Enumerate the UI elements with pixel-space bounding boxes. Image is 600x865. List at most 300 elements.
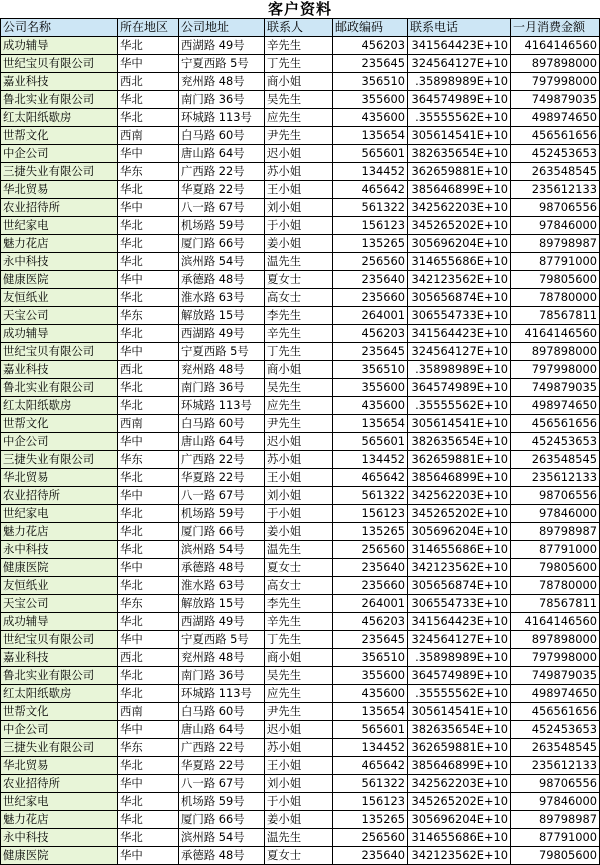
cell-company-name[interactable]: 鲁北实业有限公司	[1, 667, 118, 685]
cell-address[interactable]: 机场路 59号	[179, 217, 265, 235]
cell-contact[interactable]: 丁先生	[265, 343, 333, 361]
cell-contact[interactable]: 于小姐	[265, 793, 333, 811]
cell-address[interactable]: 西湖路 49号	[179, 37, 265, 55]
cell-address[interactable]: 滨州路 54号	[179, 829, 265, 847]
cell-address[interactable]: 环城路 113号	[179, 397, 265, 415]
cell-contact[interactable]: 丁先生	[265, 631, 333, 649]
cell-company-name[interactable]: 友恒纸业	[1, 289, 118, 307]
cell-postal-code[interactable]: 456203	[333, 37, 408, 55]
cell-region[interactable]: 华中	[118, 847, 179, 865]
cell-phone[interactable]: 382635654E+10	[408, 433, 511, 451]
cell-region[interactable]: 华中	[118, 775, 179, 793]
cell-contact[interactable]: 应先生	[265, 397, 333, 415]
cell-company-name[interactable]: 嘉业科技	[1, 649, 118, 667]
cell-phone[interactable]: 305656874E+10	[408, 577, 511, 595]
cell-postal-code[interactable]: 134452	[333, 163, 408, 181]
cell-region[interactable]: 华北	[118, 613, 179, 631]
cell-postal-code[interactable]: 264001	[333, 307, 408, 325]
cell-postal-code[interactable]: 135654	[333, 703, 408, 721]
cell-january-amount[interactable]: 235612133	[511, 469, 600, 487]
cell-january-amount[interactable]: 4164146560	[511, 325, 600, 343]
cell-postal-code[interactable]: 456203	[333, 325, 408, 343]
cell-company-name[interactable]: 成功辅导	[1, 613, 118, 631]
cell-phone[interactable]: 362659881E+10	[408, 451, 511, 469]
cell-phone[interactable]: 382635654E+10	[408, 145, 511, 163]
cell-company-name[interactable]: 农业招待所	[1, 199, 118, 217]
cell-postal-code[interactable]: 135654	[333, 415, 408, 433]
cell-phone[interactable]: .35898989E+10	[408, 649, 511, 667]
cell-phone[interactable]: 314655686E+10	[408, 541, 511, 559]
cell-contact[interactable]: 姜小姐	[265, 811, 333, 829]
cell-address[interactable]: 西湖路 49号	[179, 613, 265, 631]
cell-contact[interactable]: 辛先生	[265, 37, 333, 55]
cell-company-name[interactable]: 嘉业科技	[1, 73, 118, 91]
cell-phone[interactable]: 362659881E+10	[408, 163, 511, 181]
cell-company-name[interactable]: 三捷失业有限公司	[1, 451, 118, 469]
cell-region[interactable]: 华北	[118, 577, 179, 595]
cell-region[interactable]: 华中	[118, 145, 179, 163]
cell-contact[interactable]: 李先生	[265, 307, 333, 325]
cell-region[interactable]: 华北	[118, 289, 179, 307]
cell-january-amount[interactable]: 897898000	[511, 631, 600, 649]
cell-january-amount[interactable]: 263548545	[511, 163, 600, 181]
cell-contact[interactable]: 尹先生	[265, 415, 333, 433]
cell-region[interactable]: 华中	[118, 55, 179, 73]
cell-january-amount[interactable]: 97846000	[511, 793, 600, 811]
cell-address[interactable]: 承德路 48号	[179, 559, 265, 577]
cell-company-name[interactable]: 三捷失业有限公司	[1, 739, 118, 757]
cell-postal-code[interactable]: 435600	[333, 685, 408, 703]
cell-address[interactable]: 南门路 36号	[179, 379, 265, 397]
cell-address[interactable]: 厦门路 66号	[179, 811, 265, 829]
cell-postal-code[interactable]: 456203	[333, 613, 408, 631]
cell-address[interactable]: 厦门路 66号	[179, 235, 265, 253]
cell-region[interactable]: 华北	[118, 469, 179, 487]
cell-address[interactable]: 滨州路 54号	[179, 541, 265, 559]
cell-address[interactable]: 八一路 67号	[179, 775, 265, 793]
cell-phone[interactable]: 305696204E+10	[408, 811, 511, 829]
cell-region[interactable]: 西南	[118, 127, 179, 145]
cell-company-name[interactable]: 成功辅导	[1, 37, 118, 55]
cell-phone[interactable]: 364574989E+10	[408, 667, 511, 685]
cell-address[interactable]: 广西路 22号	[179, 451, 265, 469]
cell-contact[interactable]: 尹先生	[265, 703, 333, 721]
cell-region[interactable]: 华中	[118, 631, 179, 649]
cell-address[interactable]: 唐山路 64号	[179, 145, 265, 163]
cell-january-amount[interactable]: 498974650	[511, 685, 600, 703]
cell-postal-code[interactable]: 256560	[333, 829, 408, 847]
cell-postal-code[interactable]: 264001	[333, 595, 408, 613]
cell-company-name[interactable]: 嘉业科技	[1, 361, 118, 379]
cell-contact[interactable]: 迟小姐	[265, 721, 333, 739]
header-postal-code[interactable]: 邮政编码	[333, 19, 408, 37]
cell-region[interactable]: 华北	[118, 379, 179, 397]
cell-postal-code[interactable]: 156123	[333, 217, 408, 235]
cell-postal-code[interactable]: 135654	[333, 127, 408, 145]
cell-contact[interactable]: 迟小姐	[265, 433, 333, 451]
cell-contact[interactable]: 吴先生	[265, 667, 333, 685]
cell-postal-code[interactable]: 356510	[333, 649, 408, 667]
cell-region[interactable]: 华北	[118, 253, 179, 271]
cell-january-amount[interactable]: 87791000	[511, 253, 600, 271]
cell-address[interactable]: 白马路 60号	[179, 703, 265, 721]
cell-january-amount[interactable]: 263548545	[511, 451, 600, 469]
cell-phone[interactable]: .35555562E+10	[408, 397, 511, 415]
cell-phone[interactable]: 364574989E+10	[408, 379, 511, 397]
cell-postal-code[interactable]: 565601	[333, 145, 408, 163]
cell-contact[interactable]: 吴先生	[265, 379, 333, 397]
cell-january-amount[interactable]: 797998000	[511, 649, 600, 667]
cell-postal-code[interactable]: 561322	[333, 487, 408, 505]
cell-january-amount[interactable]: 98706556	[511, 487, 600, 505]
cell-region[interactable]: 华东	[118, 307, 179, 325]
cell-address[interactable]: 兖州路 48号	[179, 649, 265, 667]
cell-postal-code[interactable]: 465642	[333, 469, 408, 487]
cell-phone[interactable]: 305614541E+10	[408, 703, 511, 721]
cell-company-name[interactable]: 华北贸易	[1, 757, 118, 775]
cell-region[interactable]: 华中	[118, 559, 179, 577]
cell-company-name[interactable]: 世纪宝贝有限公司	[1, 55, 118, 73]
cell-postal-code[interactable]: 356510	[333, 361, 408, 379]
cell-january-amount[interactable]: 498974650	[511, 397, 600, 415]
cell-region[interactable]: 华北	[118, 757, 179, 775]
cell-january-amount[interactable]: 456561656	[511, 127, 600, 145]
cell-postal-code[interactable]: 135265	[333, 811, 408, 829]
header-region[interactable]: 所在地区	[118, 19, 179, 37]
cell-january-amount[interactable]: 78780000	[511, 289, 600, 307]
cell-january-amount[interactable]: 235612133	[511, 181, 600, 199]
cell-phone[interactable]: .35555562E+10	[408, 109, 511, 127]
cell-january-amount[interactable]: 797998000	[511, 361, 600, 379]
cell-phone[interactable]: 324564127E+10	[408, 343, 511, 361]
cell-address[interactable]: 兖州路 48号	[179, 73, 265, 91]
cell-postal-code[interactable]: 356510	[333, 73, 408, 91]
cell-postal-code[interactable]: 355600	[333, 667, 408, 685]
cell-phone[interactable]: 314655686E+10	[408, 829, 511, 847]
cell-phone[interactable]: 345265202E+10	[408, 505, 511, 523]
cell-contact[interactable]: 丁先生	[265, 55, 333, 73]
cell-address[interactable]: 华夏路 22号	[179, 469, 265, 487]
cell-postal-code[interactable]: 355600	[333, 379, 408, 397]
cell-phone[interactable]: 342123562E+10	[408, 271, 511, 289]
cell-address[interactable]: 环城路 113号	[179, 109, 265, 127]
cell-contact[interactable]: 辛先生	[265, 613, 333, 631]
cell-company-name[interactable]: 成功辅导	[1, 325, 118, 343]
cell-company-name[interactable]: 中企公司	[1, 145, 118, 163]
cell-postal-code[interactable]: 235640	[333, 559, 408, 577]
cell-region[interactable]: 华北	[118, 325, 179, 343]
cell-address[interactable]: 白马路 60号	[179, 415, 265, 433]
cell-phone[interactable]: 341564423E+10	[408, 613, 511, 631]
cell-region[interactable]: 华东	[118, 163, 179, 181]
cell-region[interactable]: 华中	[118, 721, 179, 739]
header-january-amount[interactable]: 一月消费金额	[511, 19, 600, 37]
cell-contact[interactable]: 刘小姐	[265, 487, 333, 505]
cell-company-name[interactable]: 中企公司	[1, 721, 118, 739]
cell-company-name[interactable]: 农业招待所	[1, 775, 118, 793]
cell-contact[interactable]: 夏女士	[265, 559, 333, 577]
cell-contact[interactable]: 吴先生	[265, 91, 333, 109]
cell-address[interactable]: 宁夏西路 5号	[179, 343, 265, 361]
cell-january-amount[interactable]: 98706556	[511, 775, 600, 793]
cell-contact[interactable]: 刘小姐	[265, 775, 333, 793]
cell-postal-code[interactable]: 435600	[333, 397, 408, 415]
cell-january-amount[interactable]: 87791000	[511, 829, 600, 847]
cell-january-amount[interactable]: 456561656	[511, 415, 600, 433]
cell-company-name[interactable]: 友恒纸业	[1, 577, 118, 595]
cell-january-amount[interactable]: 749879035	[511, 91, 600, 109]
cell-contact[interactable]: 于小姐	[265, 505, 333, 523]
cell-address[interactable]: 宁夏西路 5号	[179, 55, 265, 73]
cell-address[interactable]: 厦门路 66号	[179, 523, 265, 541]
cell-contact[interactable]: 苏小姐	[265, 739, 333, 757]
cell-region[interactable]: 华中	[118, 343, 179, 361]
cell-january-amount[interactable]: 89798987	[511, 811, 600, 829]
cell-january-amount[interactable]: 235612133	[511, 757, 600, 775]
cell-phone[interactable]: 385646899E+10	[408, 181, 511, 199]
cell-january-amount[interactable]: 4164146560	[511, 37, 600, 55]
cell-postal-code[interactable]: 465642	[333, 757, 408, 775]
cell-january-amount[interactable]: 456561656	[511, 703, 600, 721]
cell-postal-code[interactable]: 235660	[333, 289, 408, 307]
cell-phone[interactable]: 314655686E+10	[408, 253, 511, 271]
cell-postal-code[interactable]: 235660	[333, 577, 408, 595]
cell-phone[interactable]: 364574989E+10	[408, 91, 511, 109]
cell-region[interactable]: 华北	[118, 811, 179, 829]
cell-company-name[interactable]: 农业招待所	[1, 487, 118, 505]
cell-contact[interactable]: 高女士	[265, 289, 333, 307]
cell-postal-code[interactable]: 565601	[333, 433, 408, 451]
cell-postal-code[interactable]: 465642	[333, 181, 408, 199]
cell-january-amount[interactable]: 89798987	[511, 235, 600, 253]
cell-contact[interactable]: 迟小姐	[265, 145, 333, 163]
cell-company-name[interactable]: 魅力花店	[1, 523, 118, 541]
cell-company-name[interactable]: 世帮文化	[1, 415, 118, 433]
cell-phone[interactable]: .35898989E+10	[408, 361, 511, 379]
cell-region[interactable]: 华北	[118, 37, 179, 55]
cell-january-amount[interactable]: 452453653	[511, 433, 600, 451]
cell-company-name[interactable]: 红太阳纸歇房	[1, 109, 118, 127]
cell-contact[interactable]: 刘小姐	[265, 199, 333, 217]
header-address[interactable]: 公司地址	[179, 19, 265, 37]
cell-company-name[interactable]: 永中科技	[1, 253, 118, 271]
cell-region[interactable]: 西北	[118, 649, 179, 667]
cell-address[interactable]: 西湖路 49号	[179, 325, 265, 343]
cell-company-name[interactable]: 三捷失业有限公司	[1, 163, 118, 181]
cell-contact[interactable]: 应先生	[265, 685, 333, 703]
cell-phone[interactable]: 342562203E+10	[408, 487, 511, 505]
cell-company-name[interactable]: 世纪宝贝有限公司	[1, 631, 118, 649]
header-contact[interactable]: 联系人	[265, 19, 333, 37]
cell-company-name[interactable]: 天宝公司	[1, 595, 118, 613]
cell-postal-code[interactable]: 156123	[333, 505, 408, 523]
cell-phone[interactable]: 341564423E+10	[408, 325, 511, 343]
cell-contact[interactable]: 李先生	[265, 595, 333, 613]
cell-postal-code[interactable]: 355600	[333, 91, 408, 109]
cell-company-name[interactable]: 中企公司	[1, 433, 118, 451]
cell-region[interactable]: 华北	[118, 397, 179, 415]
cell-january-amount[interactable]: 79805600	[511, 847, 600, 865]
cell-postal-code[interactable]: 235640	[333, 271, 408, 289]
cell-january-amount[interactable]: 78567811	[511, 307, 600, 325]
cell-phone[interactable]: 385646899E+10	[408, 469, 511, 487]
cell-region[interactable]: 华中	[118, 433, 179, 451]
cell-region[interactable]: 华北	[118, 523, 179, 541]
cell-address[interactable]: 八一路 67号	[179, 199, 265, 217]
cell-contact[interactable]: 于小姐	[265, 217, 333, 235]
cell-region[interactable]: 华北	[118, 829, 179, 847]
cell-company-name[interactable]: 世纪宝贝有限公司	[1, 343, 118, 361]
cell-contact[interactable]: 商小姐	[265, 73, 333, 91]
cell-postal-code[interactable]: 156123	[333, 793, 408, 811]
cell-address[interactable]: 兖州路 48号	[179, 361, 265, 379]
cell-contact[interactable]: 尹先生	[265, 127, 333, 145]
cell-address[interactable]: 华夏路 22号	[179, 181, 265, 199]
cell-postal-code[interactable]: 135265	[333, 235, 408, 253]
cell-phone[interactable]: 306554733E+10	[408, 307, 511, 325]
cell-address[interactable]: 宁夏西路 5号	[179, 631, 265, 649]
cell-address[interactable]: 唐山路 64号	[179, 433, 265, 451]
cell-phone[interactable]: 345265202E+10	[408, 217, 511, 235]
cell-region[interactable]: 华北	[118, 217, 179, 235]
cell-january-amount[interactable]: 749879035	[511, 667, 600, 685]
cell-company-name[interactable]: 健康医院	[1, 271, 118, 289]
cell-address[interactable]: 广西路 22号	[179, 739, 265, 757]
cell-january-amount[interactable]: 97846000	[511, 217, 600, 235]
cell-january-amount[interactable]: 89798987	[511, 523, 600, 541]
cell-contact[interactable]: 夏女士	[265, 847, 333, 865]
cell-postal-code[interactable]: 256560	[333, 253, 408, 271]
cell-address[interactable]: 华夏路 22号	[179, 757, 265, 775]
cell-region[interactable]: 华北	[118, 793, 179, 811]
cell-region[interactable]: 华北	[118, 541, 179, 559]
cell-postal-code[interactable]: 235640	[333, 847, 408, 865]
cell-january-amount[interactable]: 498974650	[511, 109, 600, 127]
cell-phone[interactable]: 324564127E+10	[408, 631, 511, 649]
cell-phone[interactable]: 342562203E+10	[408, 775, 511, 793]
cell-company-name[interactable]: 世纪家电	[1, 217, 118, 235]
cell-company-name[interactable]: 健康医院	[1, 559, 118, 577]
cell-region[interactable]: 华北	[118, 667, 179, 685]
cell-january-amount[interactable]: 98706556	[511, 199, 600, 217]
cell-january-amount[interactable]: 897898000	[511, 55, 600, 73]
cell-company-name[interactable]: 世帮文化	[1, 703, 118, 721]
cell-address[interactable]: 机场路 59号	[179, 505, 265, 523]
cell-contact[interactable]: 辛先生	[265, 325, 333, 343]
cell-company-name[interactable]: 永中科技	[1, 829, 118, 847]
cell-contact[interactable]: 王小姐	[265, 181, 333, 199]
cell-contact[interactable]: 应先生	[265, 109, 333, 127]
cell-address[interactable]: 滨州路 54号	[179, 253, 265, 271]
cell-contact[interactable]: 姜小姐	[265, 523, 333, 541]
cell-company-name[interactable]: 魅力花店	[1, 811, 118, 829]
cell-address[interactable]: 淮水路 63号	[179, 577, 265, 595]
cell-company-name[interactable]: 华北贸易	[1, 469, 118, 487]
cell-phone[interactable]: 382635654E+10	[408, 721, 511, 739]
cell-region[interactable]: 华中	[118, 271, 179, 289]
cell-phone[interactable]: 305656874E+10	[408, 289, 511, 307]
cell-contact[interactable]: 温先生	[265, 829, 333, 847]
cell-contact[interactable]: 温先生	[265, 253, 333, 271]
cell-address[interactable]: 白马路 60号	[179, 127, 265, 145]
cell-contact[interactable]: 苏小姐	[265, 451, 333, 469]
cell-january-amount[interactable]: 87791000	[511, 541, 600, 559]
cell-january-amount[interactable]: 97846000	[511, 505, 600, 523]
cell-address[interactable]: 唐山路 64号	[179, 721, 265, 739]
cell-region[interactable]: 华北	[118, 91, 179, 109]
cell-phone[interactable]: 341564423E+10	[408, 37, 511, 55]
cell-region[interactable]: 西南	[118, 415, 179, 433]
cell-region[interactable]: 华北	[118, 685, 179, 703]
cell-address[interactable]: 南门路 36号	[179, 667, 265, 685]
cell-phone[interactable]: 342562203E+10	[408, 199, 511, 217]
cell-phone[interactable]: 342123562E+10	[408, 847, 511, 865]
cell-postal-code[interactable]: 561322	[333, 199, 408, 217]
cell-postal-code[interactable]: 256560	[333, 541, 408, 559]
cell-contact[interactable]: 夏女士	[265, 271, 333, 289]
cell-address[interactable]: 承德路 48号	[179, 271, 265, 289]
cell-postal-code[interactable]: 235645	[333, 55, 408, 73]
cell-company-name[interactable]: 健康医院	[1, 847, 118, 865]
cell-company-name[interactable]: 华北贸易	[1, 181, 118, 199]
cell-postal-code[interactable]: 135265	[333, 523, 408, 541]
cell-contact[interactable]: 高女士	[265, 577, 333, 595]
cell-january-amount[interactable]: 749879035	[511, 379, 600, 397]
cell-phone[interactable]: 362659881E+10	[408, 739, 511, 757]
cell-postal-code[interactable]: 235645	[333, 343, 408, 361]
cell-region[interactable]: 华中	[118, 199, 179, 217]
cell-region[interactable]: 西北	[118, 361, 179, 379]
cell-address[interactable]: 淮水路 63号	[179, 289, 265, 307]
cell-region[interactable]: 华北	[118, 505, 179, 523]
cell-january-amount[interactable]: 897898000	[511, 343, 600, 361]
cell-phone[interactable]: 305696204E+10	[408, 523, 511, 541]
cell-address[interactable]: 广西路 22号	[179, 163, 265, 181]
cell-company-name[interactable]: 世纪家电	[1, 793, 118, 811]
cell-company-name[interactable]: 天宝公司	[1, 307, 118, 325]
cell-phone[interactable]: 342123562E+10	[408, 559, 511, 577]
cell-postal-code[interactable]: 235645	[333, 631, 408, 649]
cell-region[interactable]: 华北	[118, 181, 179, 199]
cell-company-name[interactable]: 红太阳纸歇房	[1, 685, 118, 703]
cell-january-amount[interactable]: 78567811	[511, 595, 600, 613]
cell-address[interactable]: 南门路 36号	[179, 91, 265, 109]
cell-january-amount[interactable]: 263548545	[511, 739, 600, 757]
cell-postal-code[interactable]: 565601	[333, 721, 408, 739]
cell-postal-code[interactable]: 134452	[333, 451, 408, 469]
cell-january-amount[interactable]: 452453653	[511, 721, 600, 739]
cell-january-amount[interactable]: 797998000	[511, 73, 600, 91]
cell-phone[interactable]: 305696204E+10	[408, 235, 511, 253]
cell-contact[interactable]: 温先生	[265, 541, 333, 559]
cell-phone[interactable]: .35555562E+10	[408, 685, 511, 703]
cell-contact[interactable]: 商小姐	[265, 649, 333, 667]
cell-phone[interactable]: 345265202E+10	[408, 793, 511, 811]
cell-contact[interactable]: 商小姐	[265, 361, 333, 379]
cell-region[interactable]: 华东	[118, 739, 179, 757]
cell-address[interactable]: 环城路 113号	[179, 685, 265, 703]
cell-january-amount[interactable]: 78780000	[511, 577, 600, 595]
cell-region[interactable]: 西北	[118, 73, 179, 91]
cell-region[interactable]: 华中	[118, 487, 179, 505]
cell-region[interactable]: 华北	[118, 109, 179, 127]
cell-company-name[interactable]: 世纪家电	[1, 505, 118, 523]
cell-phone[interactable]: 385646899E+10	[408, 757, 511, 775]
cell-phone[interactable]: 305614541E+10	[408, 415, 511, 433]
cell-phone[interactable]: 324564127E+10	[408, 55, 511, 73]
cell-company-name[interactable]: 红太阳纸歇房	[1, 397, 118, 415]
cell-company-name[interactable]: 永中科技	[1, 541, 118, 559]
